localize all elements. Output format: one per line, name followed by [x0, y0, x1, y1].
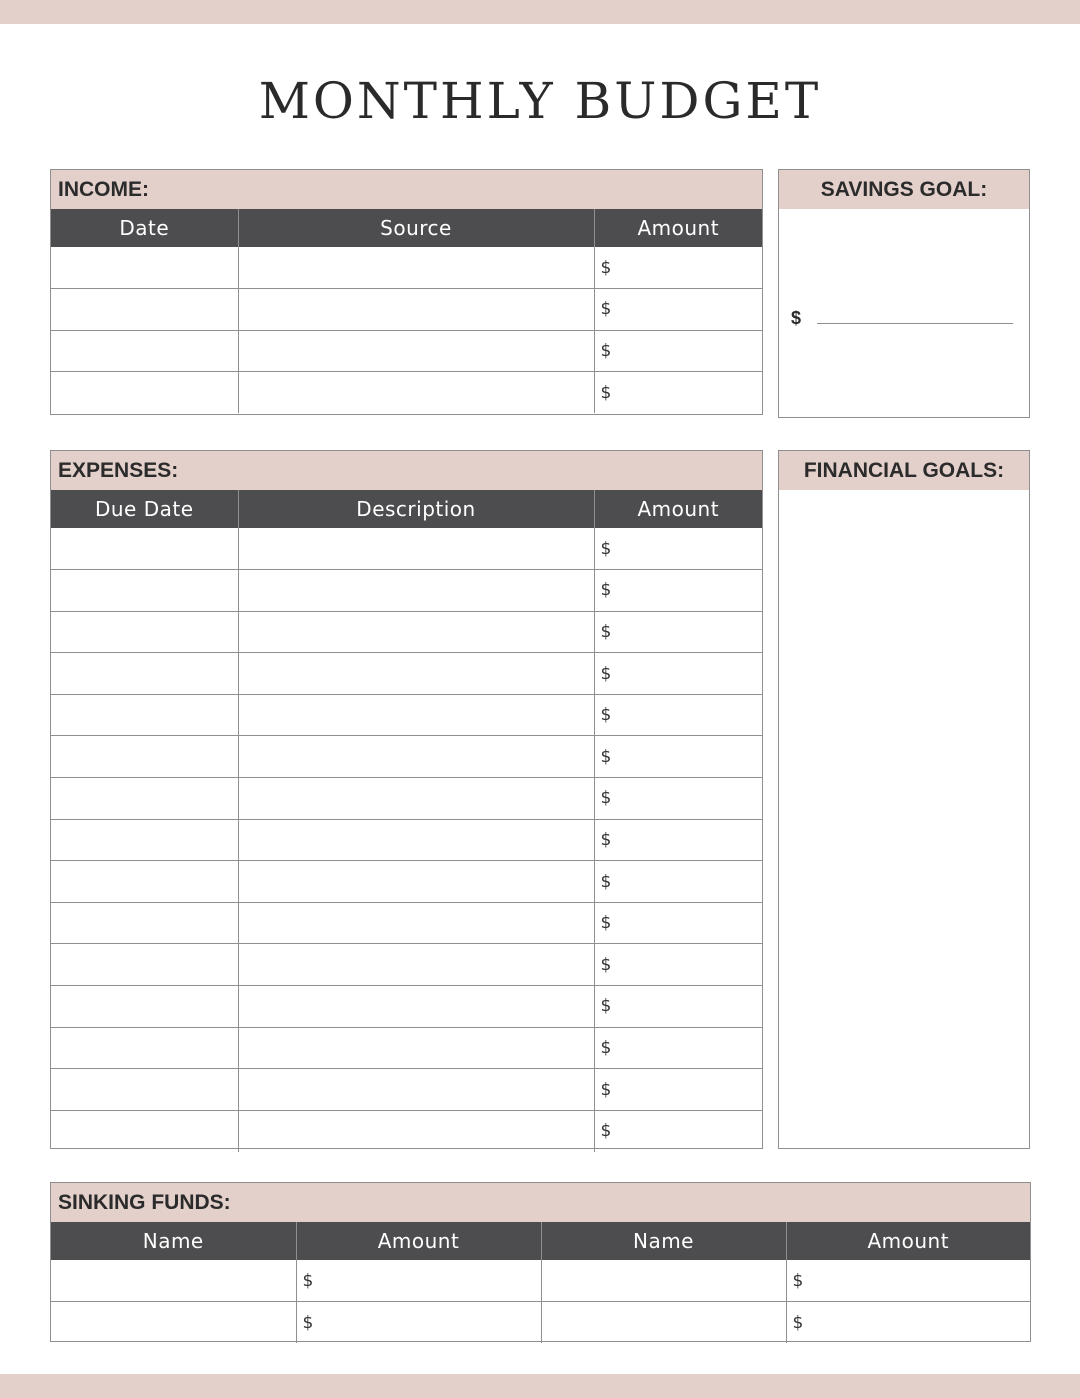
expenses-cell[interactable] [238, 861, 594, 903]
expenses-cell[interactable] [51, 611, 238, 653]
income-col-date: Date [51, 209, 238, 247]
expenses-amount-cell[interactable] [594, 861, 762, 903]
income-table [51, 209, 762, 413]
expenses-cell[interactable] [51, 528, 238, 570]
currency-symbol: $ [600, 871, 612, 892]
expenses-amount-cell[interactable] [594, 1069, 762, 1111]
income-cell[interactable] [51, 330, 238, 372]
income-cell[interactable] [51, 289, 238, 331]
expenses-row [51, 736, 762, 778]
currency-symbol: $ [600, 340, 612, 361]
expenses-cell[interactable] [238, 1069, 594, 1111]
expenses-cell[interactable] [51, 819, 238, 861]
expenses-col-amount: Amount [594, 490, 762, 528]
expenses-amount-cell[interactable] [594, 528, 762, 570]
expenses-cell[interactable] [238, 611, 594, 653]
currency-symbol: $ [600, 1121, 612, 1142]
income-section [50, 169, 763, 415]
income-row [51, 372, 762, 414]
expenses-cell[interactable] [238, 736, 594, 778]
expenses-row [51, 1027, 762, 1069]
income-row [51, 330, 762, 372]
currency-symbol: $ [600, 954, 612, 975]
sinking-amount-cell[interactable] [786, 1260, 1030, 1302]
financial-goals-heading: FINANCIAL GOALS: [779, 451, 1029, 490]
sinking-cell[interactable] [541, 1302, 786, 1344]
expenses-amount-cell[interactable] [594, 944, 762, 986]
expenses-cell[interactable] [238, 944, 594, 986]
expenses-cell[interactable] [51, 1027, 238, 1069]
expenses-row [51, 778, 762, 820]
sinking-amount-cell[interactable] [296, 1260, 541, 1302]
expenses-cell[interactable] [238, 986, 594, 1028]
expenses-row [51, 986, 762, 1028]
currency-symbol: $ [600, 621, 612, 642]
income-amount-cell[interactable] [594, 330, 762, 372]
expenses-row [51, 819, 762, 861]
expenses-col-description: Description [238, 490, 594, 528]
expenses-row [51, 1110, 762, 1152]
currency-symbol: $ [302, 1270, 314, 1291]
currency-symbol: $ [600, 829, 612, 850]
income-cell[interactable] [238, 247, 594, 289]
sinking-cell[interactable] [51, 1260, 296, 1302]
sinking-cell[interactable] [51, 1302, 296, 1344]
expenses-cell[interactable] [51, 778, 238, 820]
currency-symbol: $ [302, 1312, 314, 1333]
expenses-cell[interactable] [238, 1027, 594, 1069]
currency-symbol: $ [600, 538, 612, 559]
expenses-cell[interactable] [238, 1110, 594, 1152]
currency-symbol: $ [600, 913, 612, 934]
expenses-table [51, 490, 762, 1152]
expenses-amount-cell[interactable] [594, 611, 762, 653]
financial-goals-section[interactable] [778, 450, 1030, 1149]
income-amount-cell[interactable] [594, 372, 762, 414]
expenses-row [51, 1069, 762, 1111]
bottom-accent-band [0, 1374, 1080, 1398]
expenses-cell[interactable] [51, 902, 238, 944]
expenses-heading: EXPENSES: [51, 451, 762, 490]
savings-currency-symbol: $ [791, 308, 802, 328]
expenses-cell[interactable] [238, 570, 594, 612]
sinking-amount-cell[interactable] [786, 1302, 1030, 1344]
savings-goal-section [778, 169, 1030, 418]
expenses-cell[interactable] [238, 653, 594, 695]
currency-symbol: $ [600, 1037, 612, 1058]
sinking-funds-section [50, 1182, 1031, 1342]
expenses-amount-cell[interactable] [594, 736, 762, 778]
expenses-row [51, 570, 762, 612]
income-cell[interactable] [238, 330, 594, 372]
currency-symbol: $ [600, 1079, 612, 1100]
income-heading: INCOME: [51, 170, 762, 209]
sinking-col-amount-2: Amount [786, 1222, 1030, 1260]
currency-symbol: $ [600, 382, 612, 403]
expenses-row [51, 611, 762, 653]
currency-symbol: $ [600, 663, 612, 684]
currency-symbol: $ [792, 1312, 804, 1333]
sinking-row [51, 1260, 1030, 1302]
sinking-col-name-2: Name [541, 1222, 786, 1260]
expenses-cell[interactable] [238, 819, 594, 861]
expenses-cell[interactable] [238, 694, 594, 736]
expenses-row [51, 902, 762, 944]
expenses-row [51, 944, 762, 986]
savings-amount-line[interactable] [817, 313, 1013, 324]
expenses-cell[interactable] [51, 570, 238, 612]
expenses-cell[interactable] [238, 528, 594, 570]
currency-symbol: $ [600, 746, 612, 767]
income-cell[interactable] [238, 289, 594, 331]
expenses-cell[interactable] [51, 1069, 238, 1111]
income-amount-cell[interactable] [594, 289, 762, 331]
sinking-funds-heading: SINKING FUNDS: [51, 1183, 1030, 1222]
page-title: MONTHLY BUDGET [258, 72, 822, 130]
expenses-row [51, 694, 762, 736]
expenses-cell[interactable] [51, 736, 238, 778]
sinking-col-name-1: Name [51, 1222, 296, 1260]
expenses-row [51, 653, 762, 695]
currency-symbol: $ [600, 299, 612, 320]
expenses-amount-cell[interactable] [594, 570, 762, 612]
income-row [51, 289, 762, 331]
expenses-cell[interactable] [51, 986, 238, 1028]
expenses-amount-cell[interactable] [594, 1110, 762, 1152]
sinking-col-amount-1: Amount [296, 1222, 541, 1260]
expenses-cell[interactable] [51, 944, 238, 986]
sinking-cell[interactable] [541, 1260, 786, 1302]
income-row [51, 247, 762, 289]
savings-goal-field[interactable] [791, 308, 1013, 329]
expenses-cell[interactable] [51, 1110, 238, 1152]
expenses-amount-cell[interactable] [594, 653, 762, 695]
top-accent-band [0, 0, 1080, 24]
expenses-amount-cell[interactable] [594, 902, 762, 944]
expenses-section [50, 450, 763, 1149]
income-cell[interactable] [51, 247, 238, 289]
expenses-row [51, 528, 762, 570]
sinking-row [51, 1302, 1030, 1344]
savings-goal-heading: SAVINGS GOAL: [779, 170, 1029, 209]
sinking-funds-table [51, 1222, 1030, 1343]
expenses-cell[interactable] [238, 778, 594, 820]
expenses-row [51, 861, 762, 903]
expenses-amount-cell[interactable] [594, 1027, 762, 1069]
income-cell[interactable] [238, 372, 594, 414]
expenses-cell[interactable] [51, 653, 238, 695]
expenses-amount-cell[interactable] [594, 986, 762, 1028]
currency-symbol: $ [600, 788, 612, 809]
expenses-cell[interactable] [51, 694, 238, 736]
currency-symbol: $ [792, 1270, 804, 1291]
expenses-amount-cell[interactable] [594, 819, 762, 861]
income-col-amount: Amount [594, 209, 762, 247]
expenses-cell[interactable] [51, 861, 238, 903]
currency-symbol: $ [600, 705, 612, 726]
income-cell[interactable] [51, 372, 238, 414]
income-amount-cell[interactable] [594, 247, 762, 289]
sinking-amount-cell[interactable] [296, 1302, 541, 1344]
expenses-amount-cell[interactable] [594, 778, 762, 820]
expenses-col-due-date: Due Date [51, 490, 238, 528]
currency-symbol: $ [600, 996, 612, 1017]
income-col-source: Source [238, 209, 594, 247]
expenses-amount-cell[interactable] [594, 694, 762, 736]
expenses-cell[interactable] [238, 902, 594, 944]
currency-symbol: $ [600, 580, 612, 601]
currency-symbol: $ [600, 257, 612, 278]
